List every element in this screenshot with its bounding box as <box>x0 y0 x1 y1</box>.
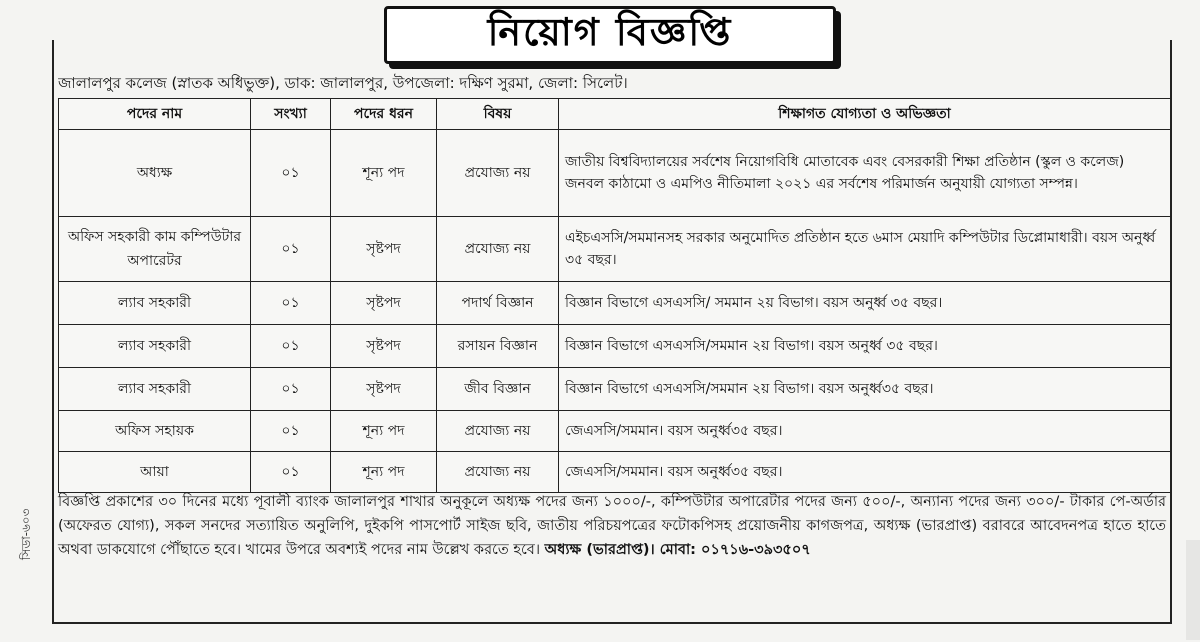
contact-info: অধ্যক্ষ (ভারপ্রাপ্ত)। মোবা: ০১৭১৬-৩৯৩৫০৭ <box>544 542 811 558</box>
table-row <box>59 217 1171 282</box>
cell-count: ০১ <box>251 217 331 282</box>
title-box <box>384 6 836 64</box>
cell-type: শূন্য পদ <box>331 411 437 452</box>
vacancy-table <box>58 98 1171 493</box>
cell-post: অফিস সহকারী কাম কম্পিউটার অপারেটর <box>59 217 251 282</box>
cell-subject: প্রযোজ্য নয় <box>437 217 559 282</box>
table-row <box>59 368 1171 411</box>
cell-subject: প্রযোজ্য নয় <box>437 452 559 493</box>
cell-qualification: জেএসসি/সমমান। বয়স অনুর্ধ্ব৩৫ বছর। <box>559 411 1171 452</box>
cell-type: সৃষ্টপদ <box>331 368 437 411</box>
cell-post: ল্যাব সহকারী <box>59 282 251 325</box>
notice-title: নিয়োগ বিজ্ঞপ্তি <box>487 10 733 54</box>
cell-subject: জীব বিজ্ঞান <box>437 368 559 411</box>
cell-type: সৃষ্টপদ <box>331 325 437 368</box>
cell-count: ০১ <box>251 368 331 411</box>
cell-qualification: জাতীয় বিশ্ববিদ্যালয়ের সর্বশেষ নিয়োগবিধি মোতাবেক এবং বেসরকারী শিক্ষা প্রতিষ্ঠান (স্কুল ও কলেজ) জনবল কাঠামো ও এমপিও নীতিমালা ২০২১ এর সর্বশেষ পরিমার্জন অনুযায়ী যোগ্যতা সম্পন্ন। <box>559 130 1171 217</box>
cell-subject: প্রযোজ্য নয় <box>437 411 559 452</box>
cell-qualification: জেএসসি/সমমান। বয়স অনুর্ধ্ব৩৫ বছর। <box>559 452 1171 493</box>
cell-qualification: বিজ্ঞান বিভাগে এসএসসি/ সমমান ২য় বিভাগ। বয়স অনুর্ধ্ব ৩৫ বছর। <box>559 282 1171 325</box>
cell-type: সৃষ্টপদ <box>331 217 437 282</box>
header-type: পদের ধরন <box>331 99 437 130</box>
application-instructions <box>58 490 1166 562</box>
edge-strip <box>1186 540 1200 640</box>
cell-subject: পদার্থ বিজ্ঞান <box>437 282 559 325</box>
cell-post: ল্যাব সহকারী <box>59 325 251 368</box>
cell-type: শূন্য পদ <box>331 130 437 217</box>
table-row <box>59 325 1171 368</box>
cell-type: সৃষ্টপদ <box>331 282 437 325</box>
cell-qualification: এইচএসসি/সমমানসহ সরকার অনুমোদিত প্রতিষ্ঠান হতে ৬মাস মেয়াদি কম্পিউটার ডিপ্লোমাধারী। বয়স অনুর্ধ্ব ৩৫ বছর। <box>559 217 1171 282</box>
cell-subject: রসায়ন বিজ্ঞান <box>437 325 559 368</box>
cell-count: ০১ <box>251 411 331 452</box>
cell-count: ০১ <box>251 130 331 217</box>
table-header-row <box>59 99 1171 130</box>
college-address: জালালপুর কলেজ (স্নাতক অধিভুক্ত), ডাক: জালালপুর, উপজেলা: দক্ষিণ সুরমা, জেলা: সিলেট। <box>58 74 628 92</box>
cell-qualification: বিজ্ঞান বিভাগে এসএসসি/সমমান ২য় বিভাগ। বয়স অনুর্ধ্ব৩৫ বছর। <box>559 368 1171 411</box>
cell-count: ০১ <box>251 282 331 325</box>
table-row <box>59 282 1171 325</box>
cell-post: আয়া <box>59 452 251 493</box>
side-code: সিডা-৬০৩ <box>19 508 33 560</box>
cell-qualification: বিজ্ঞান বিভাগে এসএসসি/সমমান ২য় বিভাগ। বয়স অনুর্ধ্ব ৩৫ বছর। <box>559 325 1171 368</box>
cell-post: অধ্যক্ষ <box>59 130 251 217</box>
cell-count: ০১ <box>251 452 331 493</box>
table-row <box>59 452 1171 493</box>
cell-subject: প্রযোজ্য নয় <box>437 130 559 217</box>
table-row <box>59 411 1171 452</box>
header-qualification: শিক্ষাগত যোগ্যতা ও অভিজ্ঞতা <box>559 99 1171 130</box>
cell-type: শূন্য পদ <box>331 452 437 493</box>
header-subject: বিষয় <box>437 99 559 130</box>
cell-post: ল্যাব সহকারী <box>59 368 251 411</box>
instructions-text: বিজ্ঞপ্তি প্রকাশের ৩০ দিনের মধ্যে পূবালী ব্যাংক জালালপুর শাখার অনুকূলে অধ্যক্ষ পদের জন্য ১০০০/-, কম্পিউটার অপারেটার পদের জন্য ৫০০/-, অন্যান্য পদের জন্য ৩০০/- টাকার পে-অর্ডার (অফেরত যোগ্য), সকল সনদের সত্যায়িত অনুলিপি, দুইকপি পাসপোর্ট সাইজ ছবি, জাতীয় পরিচয়পত্রের ফটোকপিসহ প্রয়োজনীয় কাগজপত্র, অধ্যক্ষ (ভারপ্রাপ্ত) বরাবরে আবেদনপত্র হাতে হাতে অথবা ডাকযোগে পৌঁছাতে হবে। খামের উপরে অবশ্যই পদের নাম উল্লেখ করতে হবে। <box>58 494 1166 558</box>
header-post: পদের নাম <box>59 99 251 130</box>
header-count: সংখ্যা <box>251 99 331 130</box>
cell-count: ০১ <box>251 325 331 368</box>
table-row <box>59 130 1171 217</box>
cell-post: অফিস সহায়ক <box>59 411 251 452</box>
